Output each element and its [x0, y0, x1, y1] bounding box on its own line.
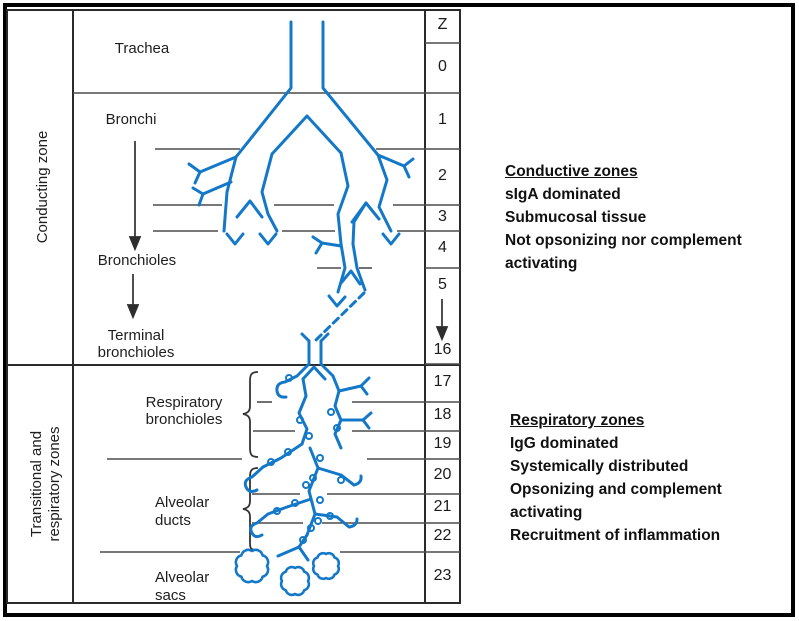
airway-label-trachea: Trachea [114, 40, 170, 57]
zone-label-transitional: Transitional and respiratory zones [28, 426, 63, 542]
generation-value-16: 16 [433, 341, 452, 358]
generation-value-2: 2 [438, 167, 447, 184]
bronchi-to-bronchioles-arrow [130, 141, 140, 249]
annotation-respiratory-zones [510, 409, 742, 547]
generation-value-20: 20 [433, 466, 452, 483]
generation-value-22: 22 [433, 527, 452, 544]
generation-value-4: 4 [438, 239, 447, 256]
annotation-conductive-line3: Not opsonizing nor complement activating [505, 232, 742, 272]
airway-label-bronchi: Bronchi [105, 111, 157, 128]
annotation-conductive-zones [505, 160, 760, 275]
annotation-conductive-line2: Submucosal tissue [505, 209, 647, 226]
generation-value-18: 18 [433, 406, 452, 423]
zone-label-conducting: Conducting zone [34, 130, 51, 244]
annotation-conductive-title: Conductive zones [505, 163, 638, 180]
carina [272, 116, 341, 154]
bronchioles-to-terminal-arrow [128, 274, 138, 317]
generation-header: Z [437, 16, 448, 33]
annotation-conductive-line1: sIgA dominated [505, 186, 621, 203]
alveolar-sac-lobules [236, 550, 339, 595]
generation-value-21: 21 [433, 498, 452, 515]
annotation-respiratory-line1: IgG dominated [510, 435, 619, 452]
annotation-respiratory-line3: Opsonizing and complement activating [510, 481, 722, 521]
generation-value-1: 1 [438, 111, 447, 128]
generation-value-19: 19 [433, 435, 452, 452]
terminal-bronchiole-tube [302, 334, 328, 364]
annotation-respiratory-title: Respiratory zones [510, 412, 645, 429]
table-borders [7, 10, 460, 603]
airway-label-bronchioles: Bronchioles [97, 252, 177, 269]
airway-label-terminal-bronchioles: Terminal bronchioles [97, 327, 175, 361]
trachea-outline [224, 22, 291, 231]
airway-label-alveolar-ducts: Alveolar ducts [155, 494, 210, 529]
generation-value-23: 23 [433, 567, 452, 584]
generation-value-17: 17 [433, 373, 452, 390]
generation-skip-arrow [437, 299, 447, 339]
annotation-respiratory-line2: Systemically distributed [510, 458, 689, 475]
annotation-respiratory-line4: Recruitment of inflammation [510, 527, 721, 544]
airway-label-respiratory-bronchioles: Respiratory bronchioles [145, 394, 223, 428]
airway-label-alveolar-sacs: Alveolar sacs [155, 569, 210, 604]
generation-value-5: 5 [438, 276, 447, 293]
generation-value-3: 3 [438, 208, 447, 225]
respiratory-bronchioles-brace [243, 372, 258, 457]
skipped-generations-dashed-line [316, 293, 364, 340]
generation-value-0: 0 [438, 58, 447, 75]
